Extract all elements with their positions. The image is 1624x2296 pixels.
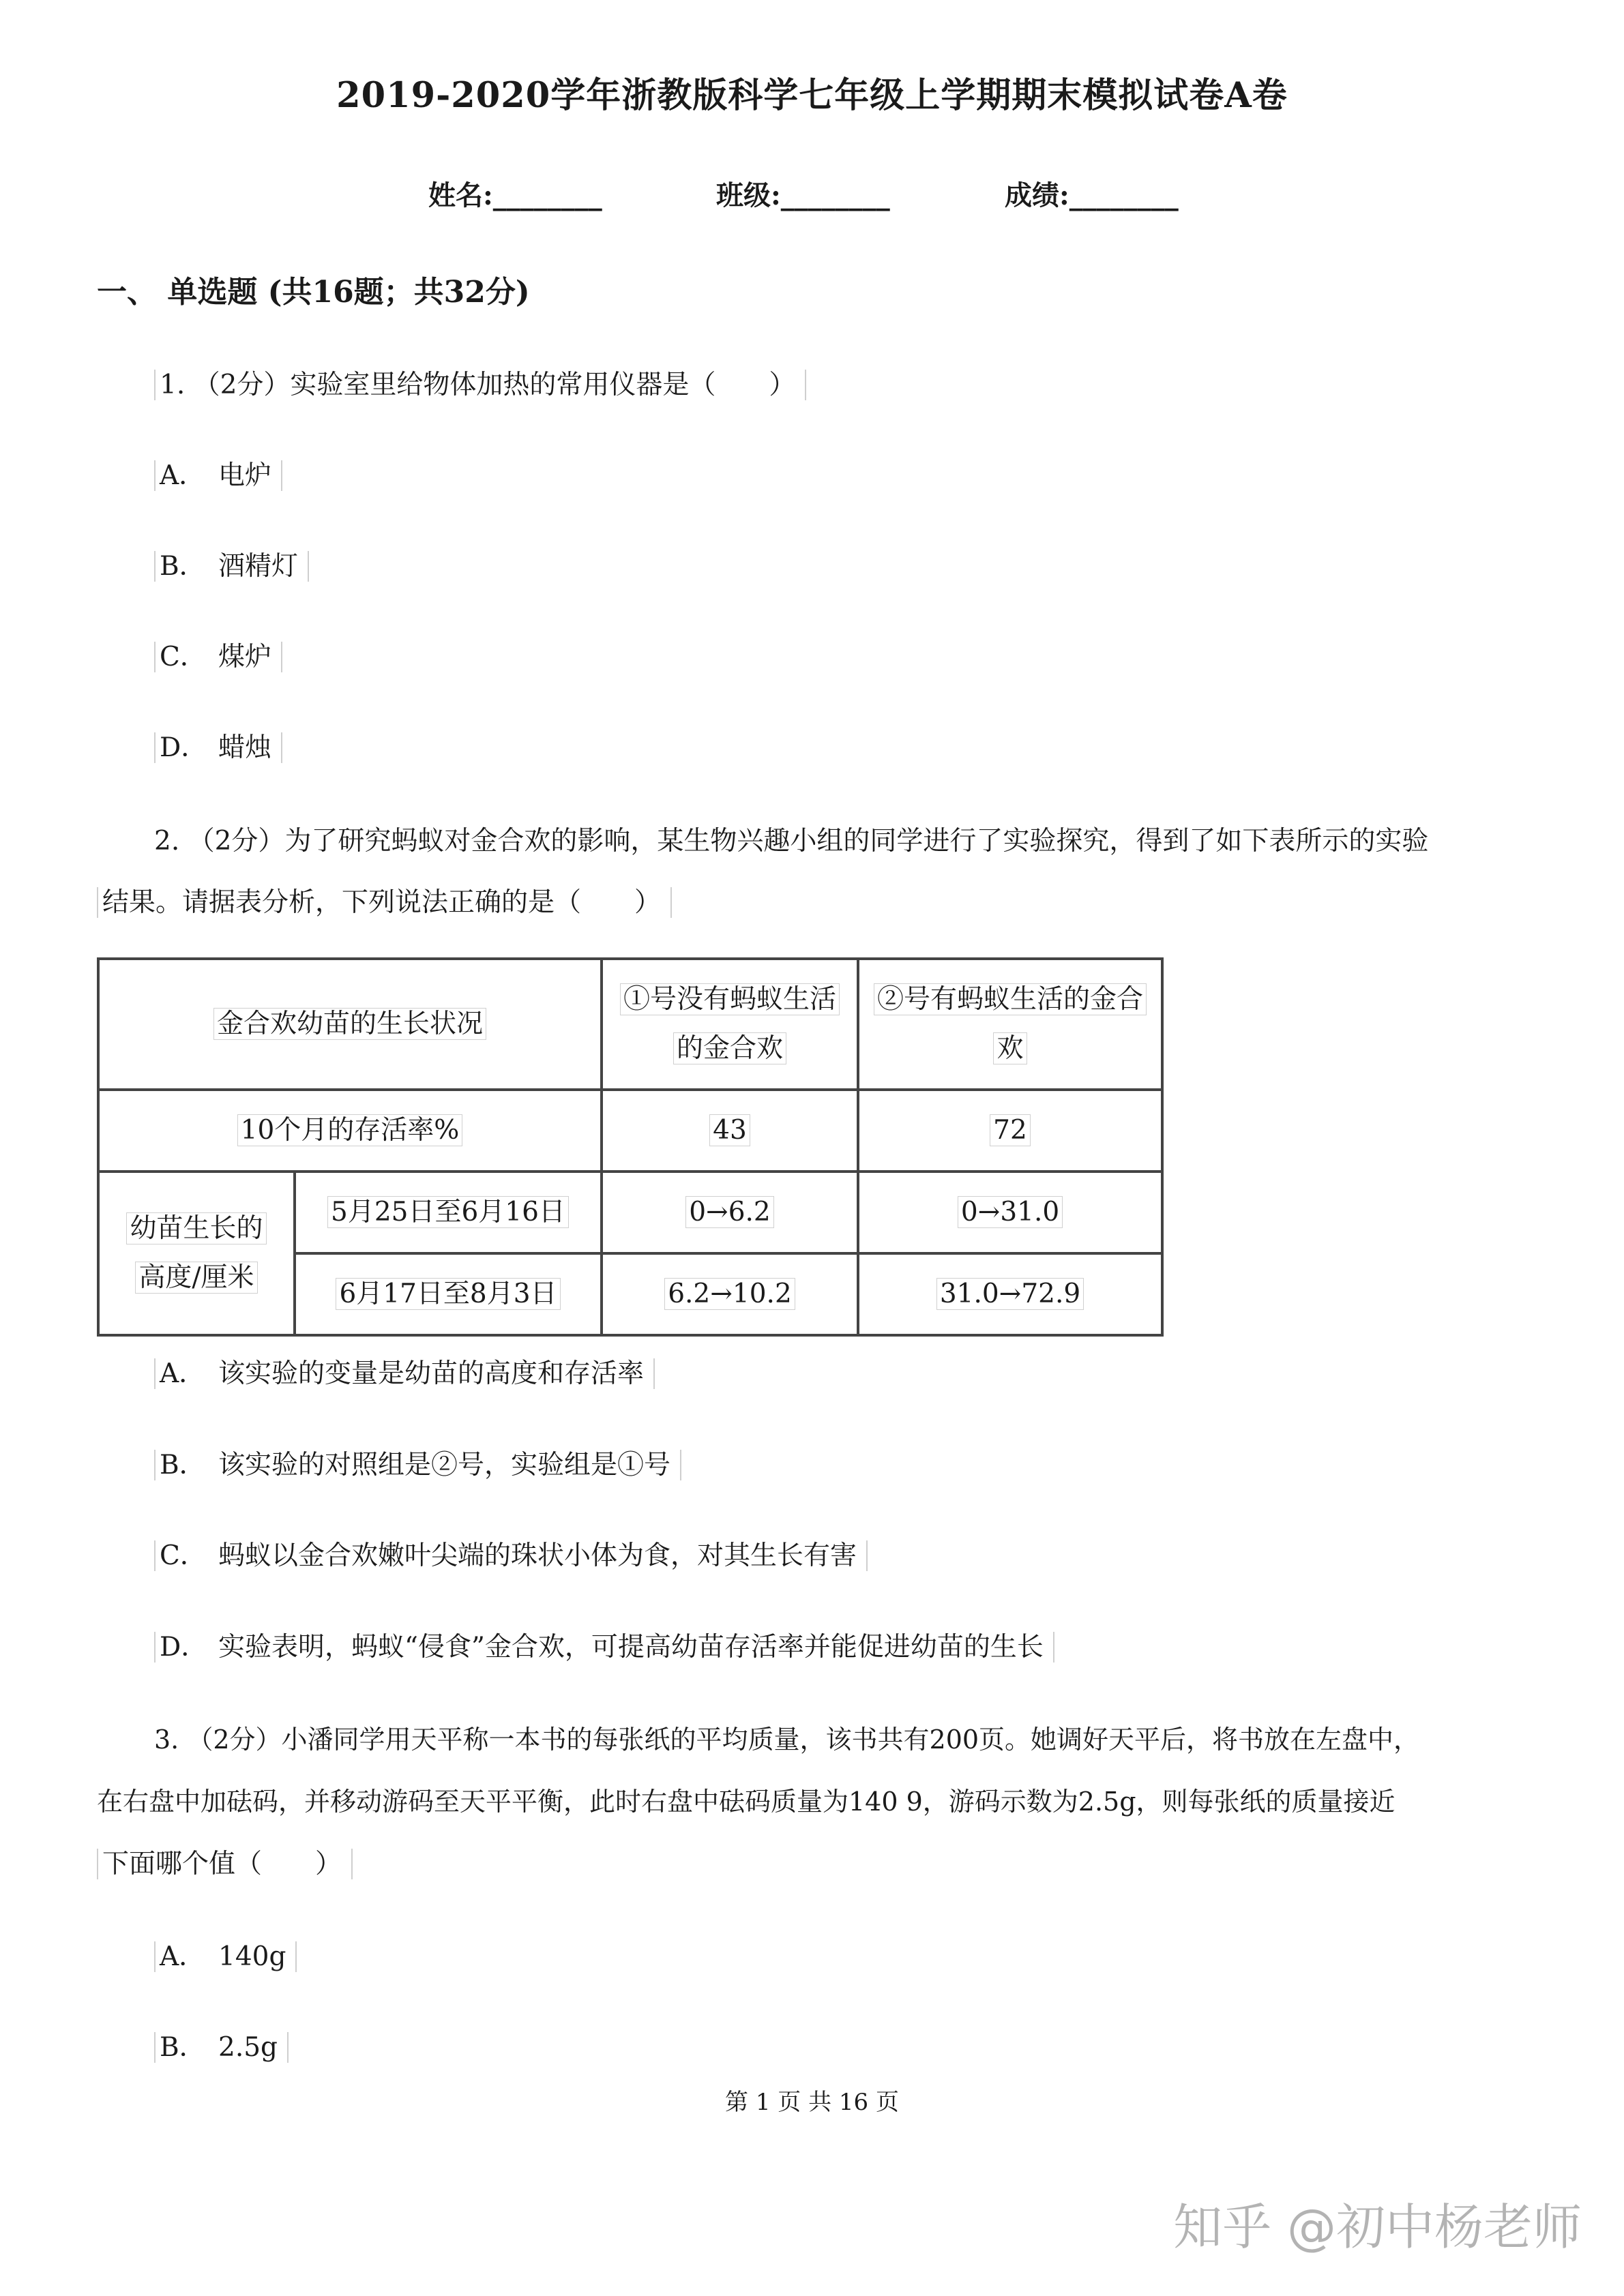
- question-2-option-b: B． 该实验的对照组是②号，实验组是①号: [154, 1444, 681, 1482]
- table-header-group-1: ①号没有蚂蚁生活 的金合欢: [602, 959, 858, 1090]
- question-3-stem-line-1: 3. （2分）小潘同学用天平称一本书的每张纸的平均质量，该书共有200页。她调好天平后，将书放在左盘中，: [154, 1725, 1420, 1755]
- class-field-label: 班级:________: [716, 179, 890, 211]
- question-1-option-d: D． 蜡烛: [154, 726, 282, 764]
- table-header-conditions: 金合欢幼苗的生长状况: [98, 959, 602, 1090]
- table-cell: 72: [858, 1090, 1162, 1172]
- question-2-stem-line-2: 结果。请据表分析，下列说法正确的是（ ）: [97, 881, 672, 919]
- question-3-option-a: A． 140g: [154, 1935, 297, 1973]
- question-3-stem-line-3: 下面哪个值（ ）: [97, 1843, 353, 1881]
- question-2-option-c: C． 蚂蚁以金合欢嫩叶尖端的珠状小体为食，对其生长有害: [154, 1534, 868, 1572]
- question-3-option-b: B． 2.5g: [154, 2026, 289, 2064]
- score-field-label: 成绩:________: [1005, 179, 1179, 211]
- question-2-option-a: A． 该实验的变量是幼苗的高度和存活率: [154, 1352, 655, 1390]
- table-header-group-2: ②号有蚂蚁生活的金合 欢: [858, 959, 1162, 1090]
- table-cell: 6.2→10.2: [602, 1253, 858, 1335]
- question-3-stem-line-2: 在右盘中加砝码，并移动游码至天平平衡，此时右盘中砝码质量为140 9，游码示数为2.5g，则每张纸的质量接近: [97, 1787, 1396, 1817]
- table-row-survival-label: 10个月的存活率%: [98, 1090, 602, 1172]
- table-cell-period-1: 5月25日至6月16日: [295, 1172, 602, 1253]
- table-cell: 31.0→72.9: [858, 1253, 1162, 1335]
- page-number: 第 1 页 共 16 页: [725, 2089, 899, 2116]
- table-cell: 0→6.2: [602, 1172, 858, 1253]
- table-row-height-label: 幼苗生长的 高度/厘米: [98, 1172, 295, 1335]
- question-1-option-c: C． 煤炉: [154, 636, 282, 674]
- watermark: 知乎 @初中杨老师: [1173, 2198, 1582, 2256]
- table-cell: 0→31.0: [858, 1172, 1162, 1253]
- section-heading: 一、 单选题 (共16题；共32分): [97, 275, 530, 310]
- question-1-stem: 1. （2分）实验室里给物体加热的常用仪器是（ ）: [154, 363, 806, 402]
- page-title: 2019-2020学年浙教版科学七年级上学期期末模拟试卷A卷: [336, 75, 1288, 116]
- question-1-option-a: A． 电炉: [154, 454, 282, 492]
- question-2-stem-line-1: 2. （2分）为了研究蚂蚁对金合欢的影响，某生物兴趣小组的同学进行了实验探究，得到了如下表所示的实验: [154, 826, 1429, 856]
- table-cell-period-2: 6月17日至8月3日: [295, 1253, 602, 1335]
- results-table: [97, 957, 1164, 1337]
- name-field-label: 姓名:________: [428, 179, 602, 211]
- question-2-option-d: D． 实验表明，蚂蚁“侵食”金合欢，可提高幼苗存活率并能促进幼苗的生长: [154, 1626, 1054, 1664]
- question-1-option-b: B． 酒精灯: [154, 545, 309, 583]
- table-cell: 43: [602, 1090, 858, 1172]
